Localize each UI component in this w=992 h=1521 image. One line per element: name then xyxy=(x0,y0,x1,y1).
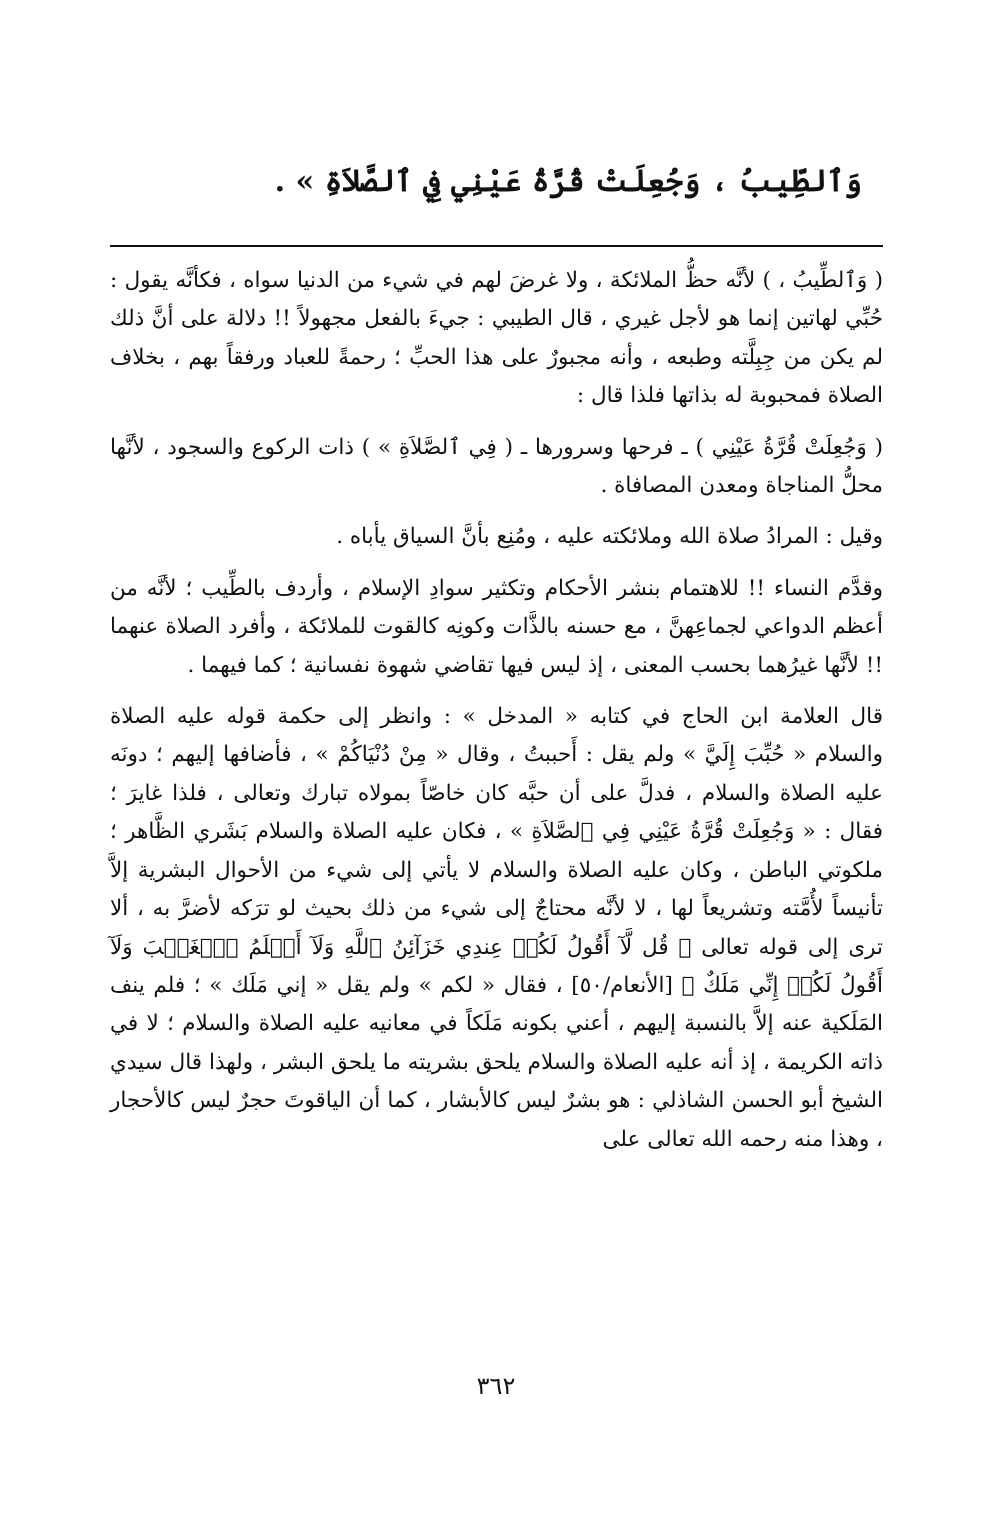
commentary-paragraph: ( وَجُعِلَتْ قُرَّةُ عَيْنِي ) ـ فرحها وسرورها ـ ( فِي ٱلصَّلاَةِ » ) ذات الركوع والسجود ، لأنَّها محلُّ المناجاة ومعدن المصافاة . xyxy=(110,434,883,499)
commentary-paragraph: وقيل : المرادُ صلاة الله وملائكته عليه ، ومُنِع بأنَّ السياق يأباه . xyxy=(336,524,883,550)
commentary-paragraph: قال العلامة ابن الحاج في كتابه « المدخل » : وانظر إلى حكمة قوله عليه الصلاة والسلام « حُبِّبَ إِلَيَّ » ولم يقل : أَحببتُ ، وقال « مِنْ دُنْيَاكُمْ » ، فأضافها إليهم ؛ دونَه عليه الصلاة والسلام ، فدلَّ على أن حبَّه كان خاصّاً بمولاه تبارك وتعالى ، فلذا غايرَ ؛ فقال : « وَجُعِلَتْ قُرَّةُ عَيْنِي فِي ٱلصَّلاَةِ » ، فكان عليه الصلاة والسلام بَشَري الظَّاهر ؛ ملكوتي الباطن ، وكان عليه الصلاة والسلام لا يأتي إلى شيء من الأحوال البشرية إلاَّ تأنيساً لأُمَّته وتشريعاً لها ، لا لأنَّه محتاجٌ إلى شيء من ذلك بحيث لو ترَكه لأضرَّ به ، ألا ترى إلى قوله تعالى ﴿ قُل لَّآ أَقُولُ لَكُمۡ عِندِي خَزَآئِنُ ٱللَّهِ وَلَآ أَعۡلَمُ ٱلۡغَيۡبَ وَلَآ أَقُولُ لَكُمۡ إِنِّي مَلَكٌ ﴾ [الأنعام/٥٠] ، فقال « لكم » ولم يقل « إني مَلَك » ؛ فلم ينف المَلَكية عنه إلاَّ بالنسبة إليهم ، أعني بكونه مَلَكاً في معانيه عليه الصلاة والسلام ؛ لا في ذاته الكريمة ، إذ أنه عليه الصلاة والسلام يلحق بشريته ما يلحق البشر ، ولهذا قال سيدي الشيخ أبو الحسن الشاذلي : هو بشرٌ ليس كالأبشار ، كما أن الياقوتَ حجرٌ ليس كالأحجار ، وهذا منه رحمه الله تعالى على xyxy=(110,704,883,1152)
page-number: ٣٦٢ xyxy=(476,1372,516,1400)
commentary-paragraph: ( وَٱلطِّيبُ ، ) لأنَّه حظُّ الملائكة ، ولا غرضَ لهم في شيء من الدنيا سواه ، فكأنَّه يقول : حُبِّي لهاتين إنما هو لأجل غيري ، قال الطيبي : جيءَ بالفعل مجهولاً !! دلالة على أنَّ ذلك لم يكن من جِبِلَّته وطبعه ، وأنه مجبورٌ على هذا الحبِّ ؛ رحمةً للعباد ورفقاً بهم ، بخلاف الصلاة فمحبوبة له بذاتها فلذا قال : xyxy=(110,268,883,409)
separator-rule xyxy=(110,245,883,247)
commentary-paragraph: وقدَّم النساء !! للاهتمام بنشر الأحكام وتكثير سوادِ الإسلام ، وأردف بالطِّيب ؛ لأنَّه من أعظم الدواعي لجماعِهنَّ ، مع حسنه بالذَّات وكونِه كالقوت للملائكة ، وأفرد الصلاة عنهما !! لأنَّها غيرُهما بحسب المعنى ، إذ ليس فيها تقاضي شهوة نفسانية ؛ كما فيهما . xyxy=(110,575,883,678)
commentary xyxy=(110,262,883,1172)
hadith-text: وَٱلطِّيبُ ، وَجُعِلَتْ قُرَّةُ عَيْنِي فِي ٱلصَّلاَةِ » . xyxy=(274,164,862,199)
